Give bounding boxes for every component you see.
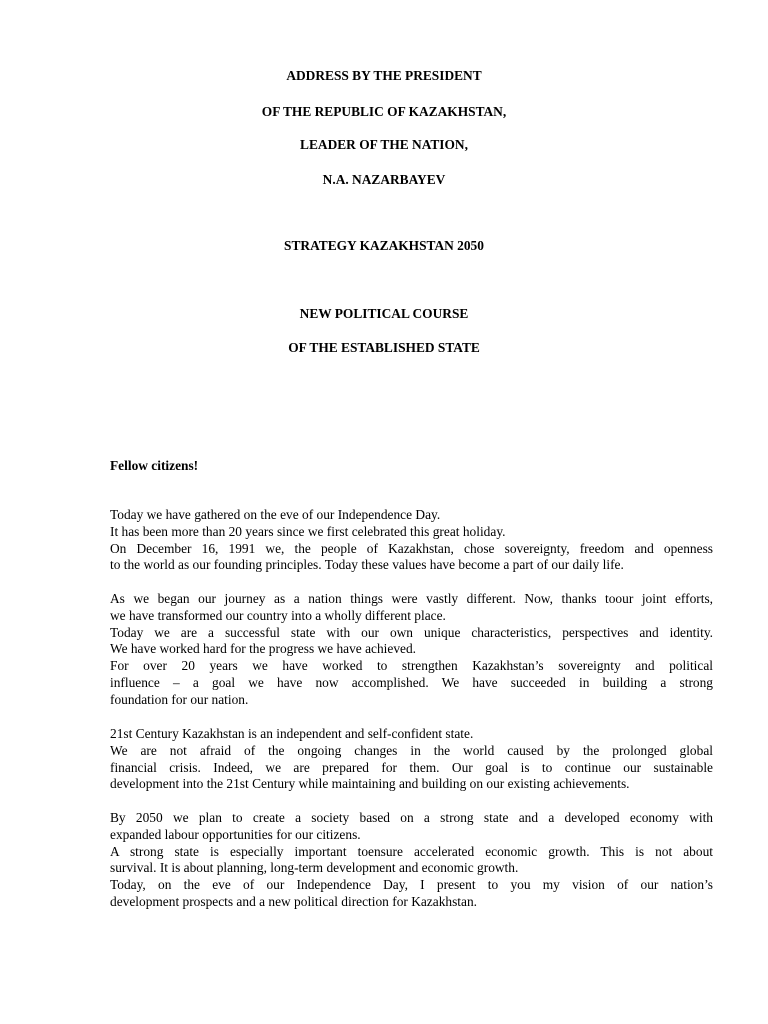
paragraph-line: We have worked hard for the progress we have achieved.	[110, 641, 417, 657]
paragraph-line: foundation for our nation.	[110, 691, 249, 707]
title-line-3: LEADER OF THE NATION,	[300, 137, 468, 152]
strategy-heading: STRATEGY KAZAKHSTAN 2050	[284, 238, 484, 253]
paragraph-line: influence – a goal we have now accomplished. We have succeeded in building a strong	[110, 674, 713, 690]
paragraph-line: As we began our journey as a nation things were vastly different. Now, thanks toour joint efforts,	[110, 591, 713, 606]
title-line-1: ADDRESS BY THE PRESIDENT	[286, 68, 482, 83]
paragraph-line: financial crisis. Indeed, we are prepared for them. Our goal is to continue our sustainable	[110, 759, 713, 775]
paragraph-3	[110, 726, 713, 793]
paragraph-line: For over 20 years we have worked to strengthen Kazakhstan’s sovereignty and political	[110, 658, 713, 674]
subtitle-line-2: OF THE ESTABLISHED STATE	[288, 340, 480, 355]
title-line-4: N.A. NAZARBAYEV	[322, 172, 446, 187]
subtitle-line-1: NEW POLITICAL COURSE	[299, 306, 469, 321]
paragraph-line: By 2050 we plan to create a society based on a strong state and a developed economy with	[110, 810, 713, 825]
paragraph-line: Today we have gathered on the eve of our Independence Day.	[110, 507, 441, 522]
paragraph-line: We are not afraid of the ongoing changes in the world caused by the prolonged global	[110, 742, 713, 758]
paragraph-line: to the world as our founding principles. Today these values have become a part of our daily life.	[110, 557, 624, 573]
paragraph-2	[110, 591, 713, 709]
paragraph-1	[110, 507, 713, 574]
paragraph-line: It has been more than 20 years since we first celebrated this great holiday.	[110, 523, 506, 539]
paragraph-line: survival. It is about planning, long-term development and economic growth.	[110, 860, 519, 876]
paragraph-line: expanded labour opportunities for our citizens.	[110, 826, 361, 842]
title-line-2: OF THE REPUBLIC OF KAZAKHSTAN,	[261, 104, 507, 119]
paragraph-4	[110, 810, 713, 911]
paragraph-line: 21st Century Kazakhstan is an independent and self-confident state.	[110, 726, 474, 741]
paragraph-line: development into the 21st Century while maintaining and building on our existing achievements.	[110, 776, 630, 792]
paragraph-line: On December 16, 1991 we, the people of Kazakhstan, chose sovereignty, freedom and openness	[110, 540, 713, 556]
paragraph-line: Today, on the eve of our Independence Day, I present to you my vision of our nation’s	[110, 877, 713, 893]
paragraph-line: development prospects and a new political direction for Kazakhstan.	[110, 893, 478, 909]
greeting: Fellow citizens!	[110, 458, 199, 473]
paragraph-line: we have transformed our country into a wholly different place.	[110, 607, 446, 623]
paragraph-line: A strong state is especially important toensure accelerated economic growth. This is not about	[110, 843, 713, 859]
paragraph-line: Today we are a successful state with our own unique characteristics, perspectives and identity.	[110, 624, 713, 640]
